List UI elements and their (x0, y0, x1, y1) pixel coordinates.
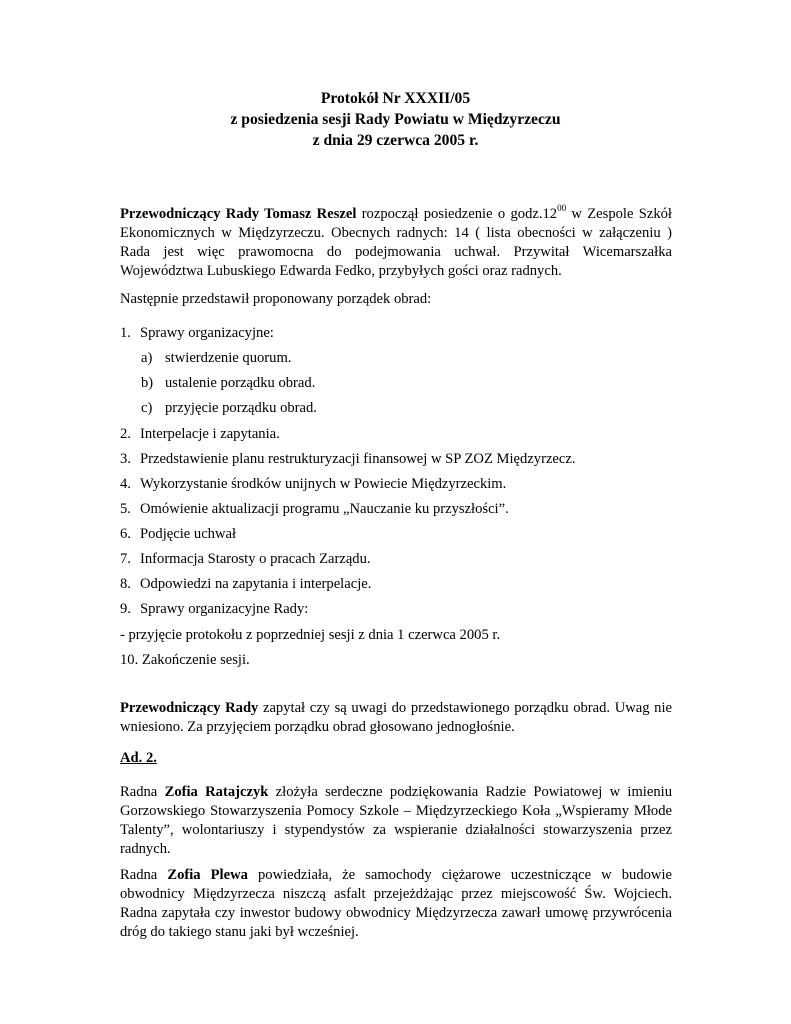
agenda-item: 8. Odpowiedzi na zapytania i interpelacje. (120, 576, 372, 592)
title-line-2: z posiedzenia sesji Rady Powiatu w Międzyrzeczu (230, 111, 561, 128)
agenda-subitem: c) przyjęcie porządku obrad. (141, 400, 317, 416)
vote-paragraph (120, 699, 672, 737)
agenda-item: 10. Zakończenie sesji. (120, 652, 250, 668)
vote-speaker: Przewodniczący Rady (120, 700, 259, 716)
intro-time-superscript: 00 (557, 203, 567, 213)
agenda-subitem: b) ustalenie porządku obrad. (141, 375, 316, 391)
intro-paragraph (120, 205, 672, 281)
ratajczyk-text: złożyła serdeczne podziękowania Radzie Powiatowej w imieniu Gorzowskiego Stowarzyszenia Pomocy Szkole – Międzyrzeckiego Koła „Wspieramy Młode Talenty”, wolontariuszy i stypendystów za wspieranie działalności stowarzyszenia przez radnych. (120, 784, 672, 857)
agenda-intro: Następnie przedstawił proponowany porządek obrad: (120, 291, 432, 307)
title-line-1: Protokół Nr XXXII/05 (320, 90, 471, 107)
agenda-item: 2. Interpelacje i zapytania. (120, 426, 280, 442)
agenda-subitem: a) stwierdzenie quorum. (141, 350, 292, 366)
vote-text: zapytał czy są uwagi do przedstawionego porządku obrad. Uwag nie wniesiono. Za przyjęciem porządku obrad głosowano jednogłośnie. (120, 700, 672, 735)
plewa-text: powiedziała, że samochody ciężarowe uczestniczące w budowie obwodnicy Międzyrzecza niszczą asfalt przejeżdżając przez miejscowość Św. Wojciech. Radna zapytała czy inwestor budowy obwodnicy Międzyrzecza zawarł umowę przywrócenia dróg do takiego stanu jaki był wcześniej. (120, 867, 672, 940)
agenda-item: 5. Omówienie aktualizacji programu „Nauczanie ku przyszłości”. (120, 501, 509, 517)
intro-speaker: Przewodniczący Rady Tomasz Reszel (120, 206, 357, 222)
agenda-item: 4. Wykorzystanie środków unijnych w Powiecie Międzyrzeckim. (120, 476, 507, 492)
intro-text-2: w Zespole Szkół Ekonomicznych w Międzyrzeczu. Obecnych radnych: 14 ( lista obecności w załączeniu ) Rada jest więc prawomocna do podejmowania uchwał. Przywitał Wicemarszałka Województwa Lubuskiego Edwarda Fedko, przybyłych gości oraz radnych. (120, 206, 672, 279)
agenda-item: 6. Podjęcie uchwał (120, 526, 237, 542)
agenda-note: - przyjęcie protokołu z poprzedniej sesji z dnia 1 czerwca 2005 r. (120, 627, 501, 643)
intro-text-1: rozpoczął posiedzenie o godz.12 (356, 206, 558, 222)
ratajczyk-name: Zofia Ratajczyk (164, 784, 269, 800)
agenda-item: 3. Przedstawienie planu restrukturyzacji finansowej w SP ZOZ Międzyrzecz. (120, 451, 576, 467)
document-title (0, 88, 791, 151)
ad2-heading: Ad. 2. (120, 750, 157, 766)
title-line-3: z dnia 29 czerwca 2005 r. (312, 132, 479, 149)
agenda-item: 7. Informacja Starosty o pracach Zarządu. (120, 551, 371, 567)
agenda-item: 1. Sprawy organizacyjne: (120, 325, 274, 341)
plewa-name: Zofia Plewa (167, 867, 248, 883)
plewa-paragraph: Radna Zofia Plewa powiedziała, że samochody ciężarowe uczestniczące w budowie obwodnicy Międzyrzecza niszczą asfalt przejeżdżając przez miejscowość Św. Wojciech. Radna zapytała czy inwestor budowy obwodnicy Międzyrzecza zawarł umowę przywrócenia dróg do takiego stanu jaki był wcześniej. (120, 867, 672, 940)
agenda-item: 9. Sprawy organizacyjne Rady: (120, 601, 309, 617)
ratajczyk-paragraph: Radna Zofia Ratajczyk złożyła serdeczne podziękowania Radzie Powiatowej w imieniu Gorzowskiego Stowarzyszenia Pomocy Szkole – Międzyrzeckiego Koła „Wspieramy Młode Talenty”, wolontariuszy i stypendystów za wspieranie działalności stowarzyszenia przez radnych. (120, 784, 672, 857)
